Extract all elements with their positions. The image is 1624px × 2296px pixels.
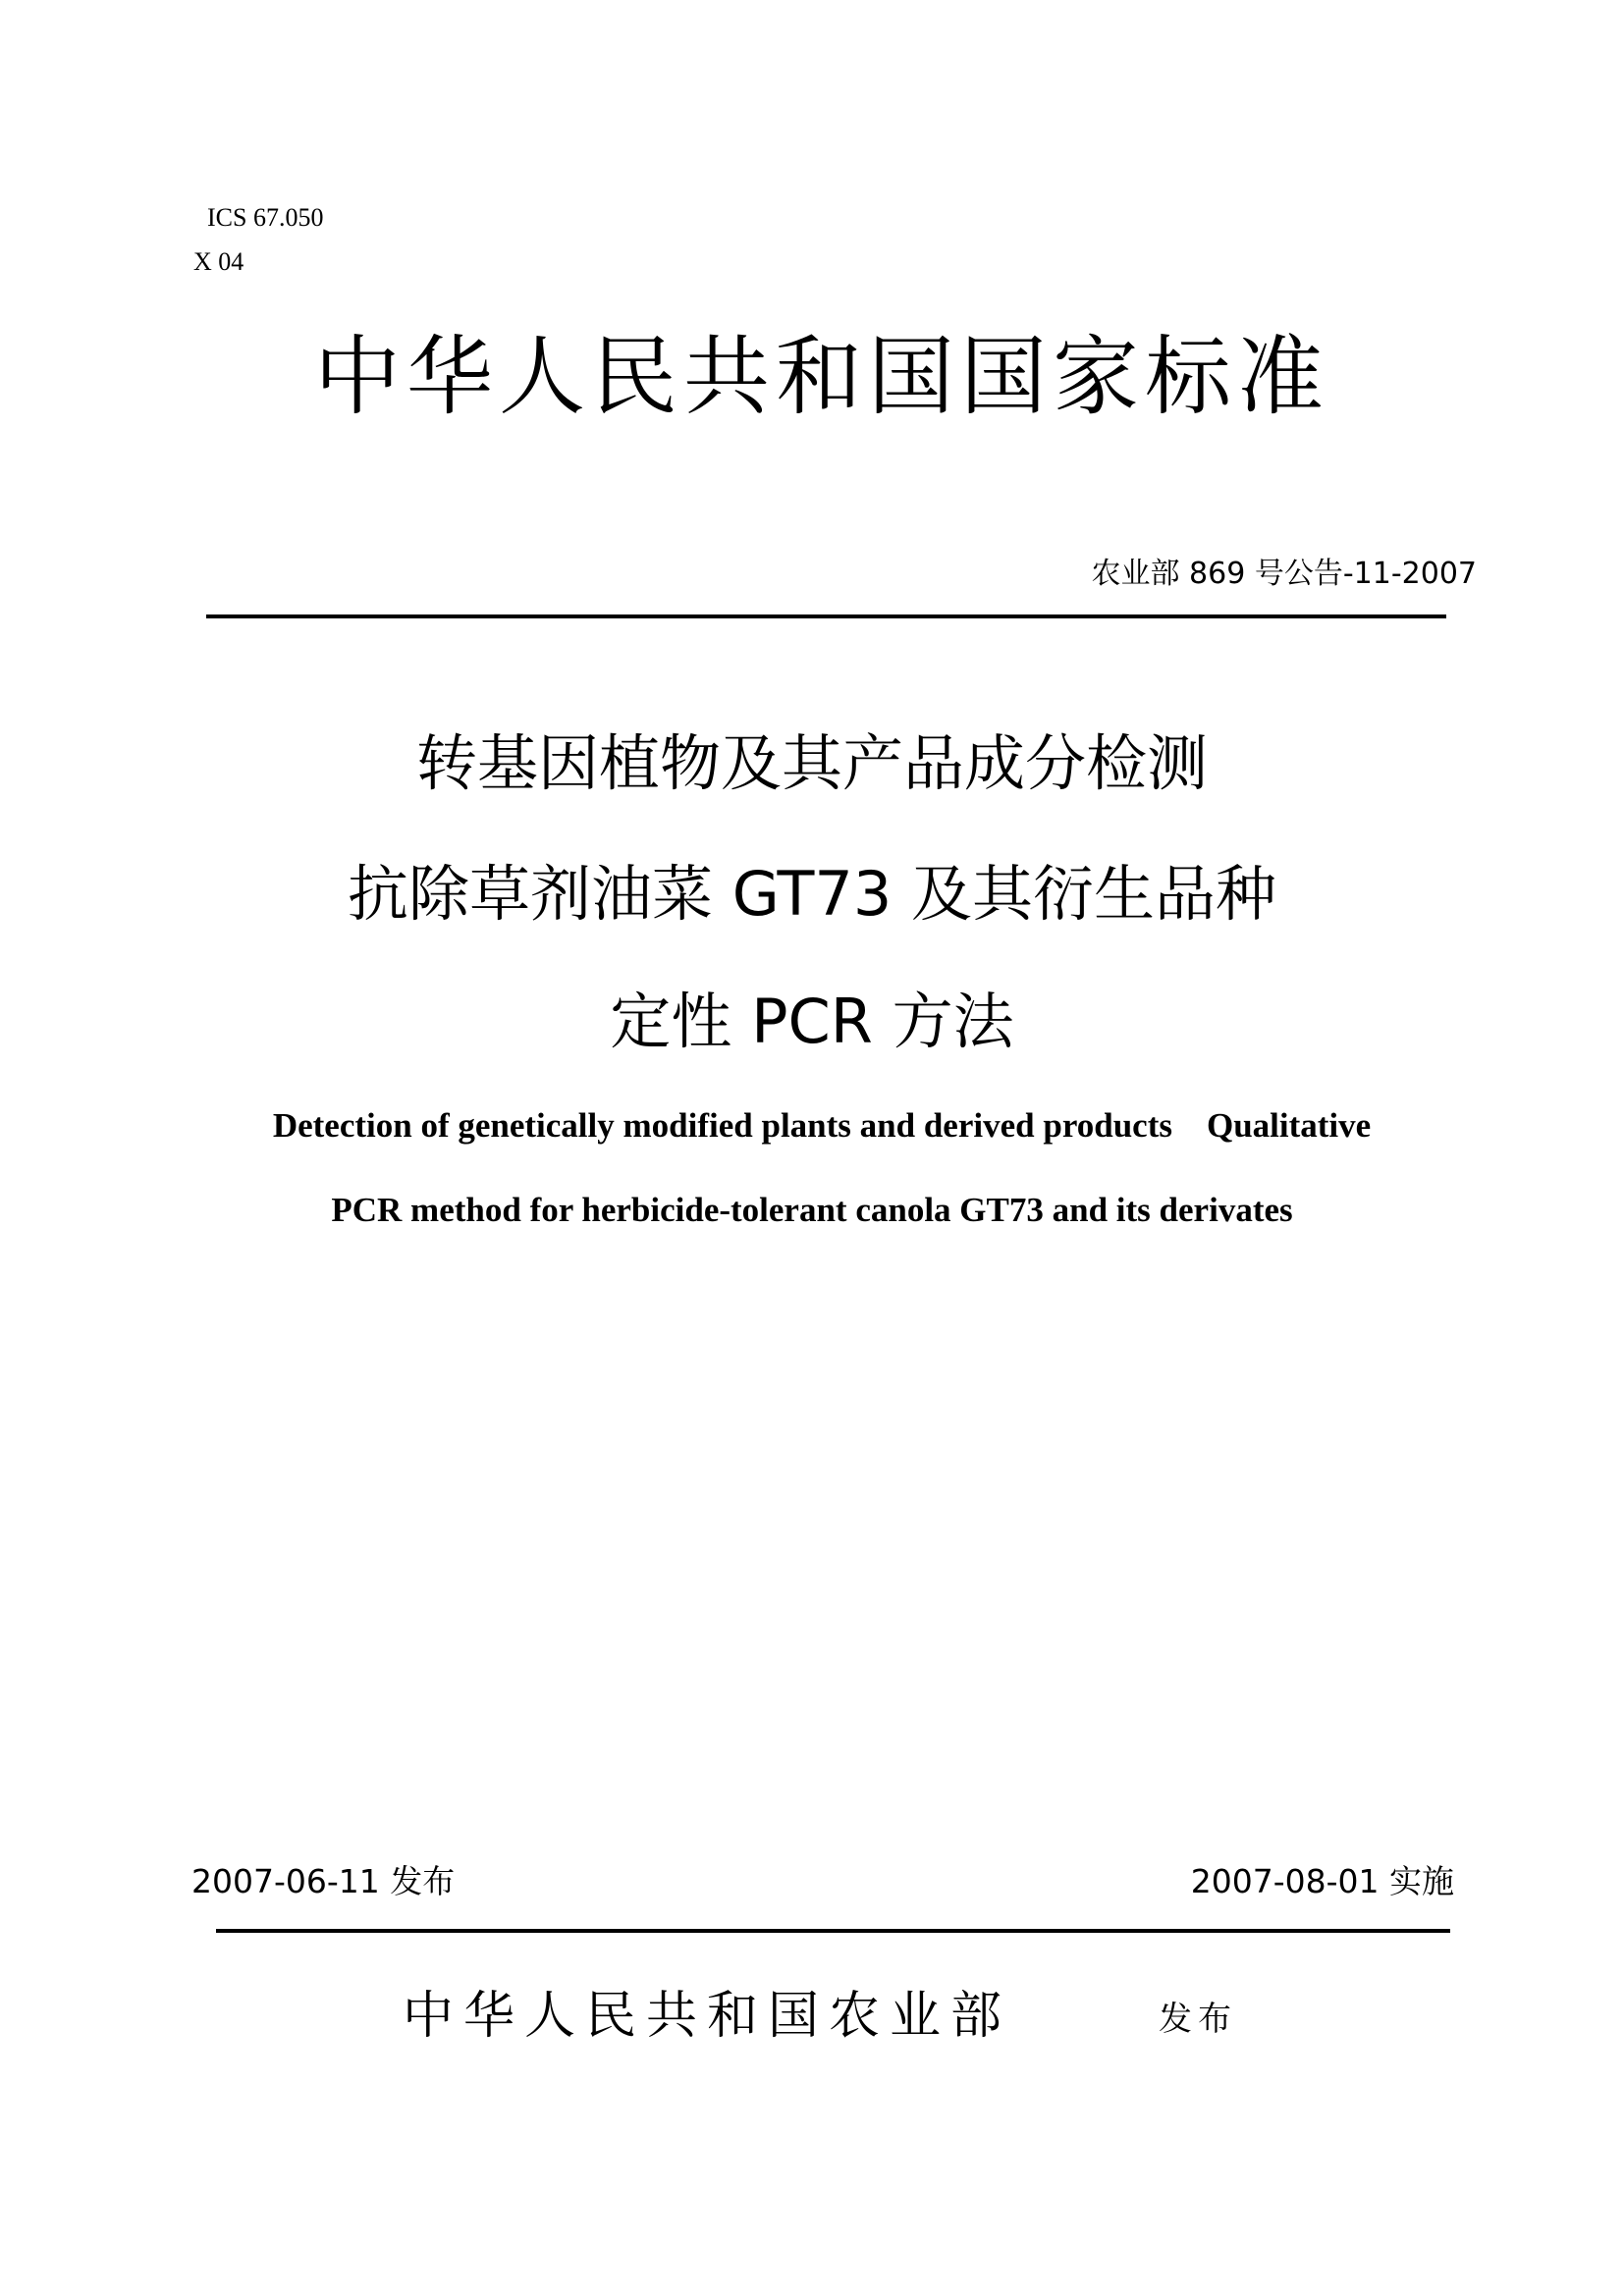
chinese-title-line-2: 抗除草剂油菜 GT73 及其衍生品种 [347,858,1276,930]
issuing-authority-suffix: 发布 [1159,2000,1237,2039]
english-title-line-1: Detection of genetically modified plants and derived products Qualitative [272,1106,1372,1145]
issuing-authority: 中华人民共和国农业部 [403,1987,1012,2046]
chinese-title-line-1: 转基因植物及其产品成分检测 [415,727,1208,799]
effective-date: 2007-08-01 实施 [1190,1862,1454,1900]
bottom-divider [216,1929,1450,1933]
ics-code: ICS 67.050 [207,203,324,232]
chinese-title-line-3: 定性 PCR 方法 [610,986,1014,1057]
english-title-line-2: PCR method for herbicide-tolerant canola GT73 and its derivates [331,1191,1293,1229]
issue-date: 2007-06-11 发布 [191,1862,456,1900]
classification-code: X 04 [193,247,244,276]
top-divider [206,614,1446,618]
national-standard-title: 中华人民共和国国家标准 [313,326,1329,427]
document-number: 农业部 869 号公告-11-2007 [1091,557,1477,591]
